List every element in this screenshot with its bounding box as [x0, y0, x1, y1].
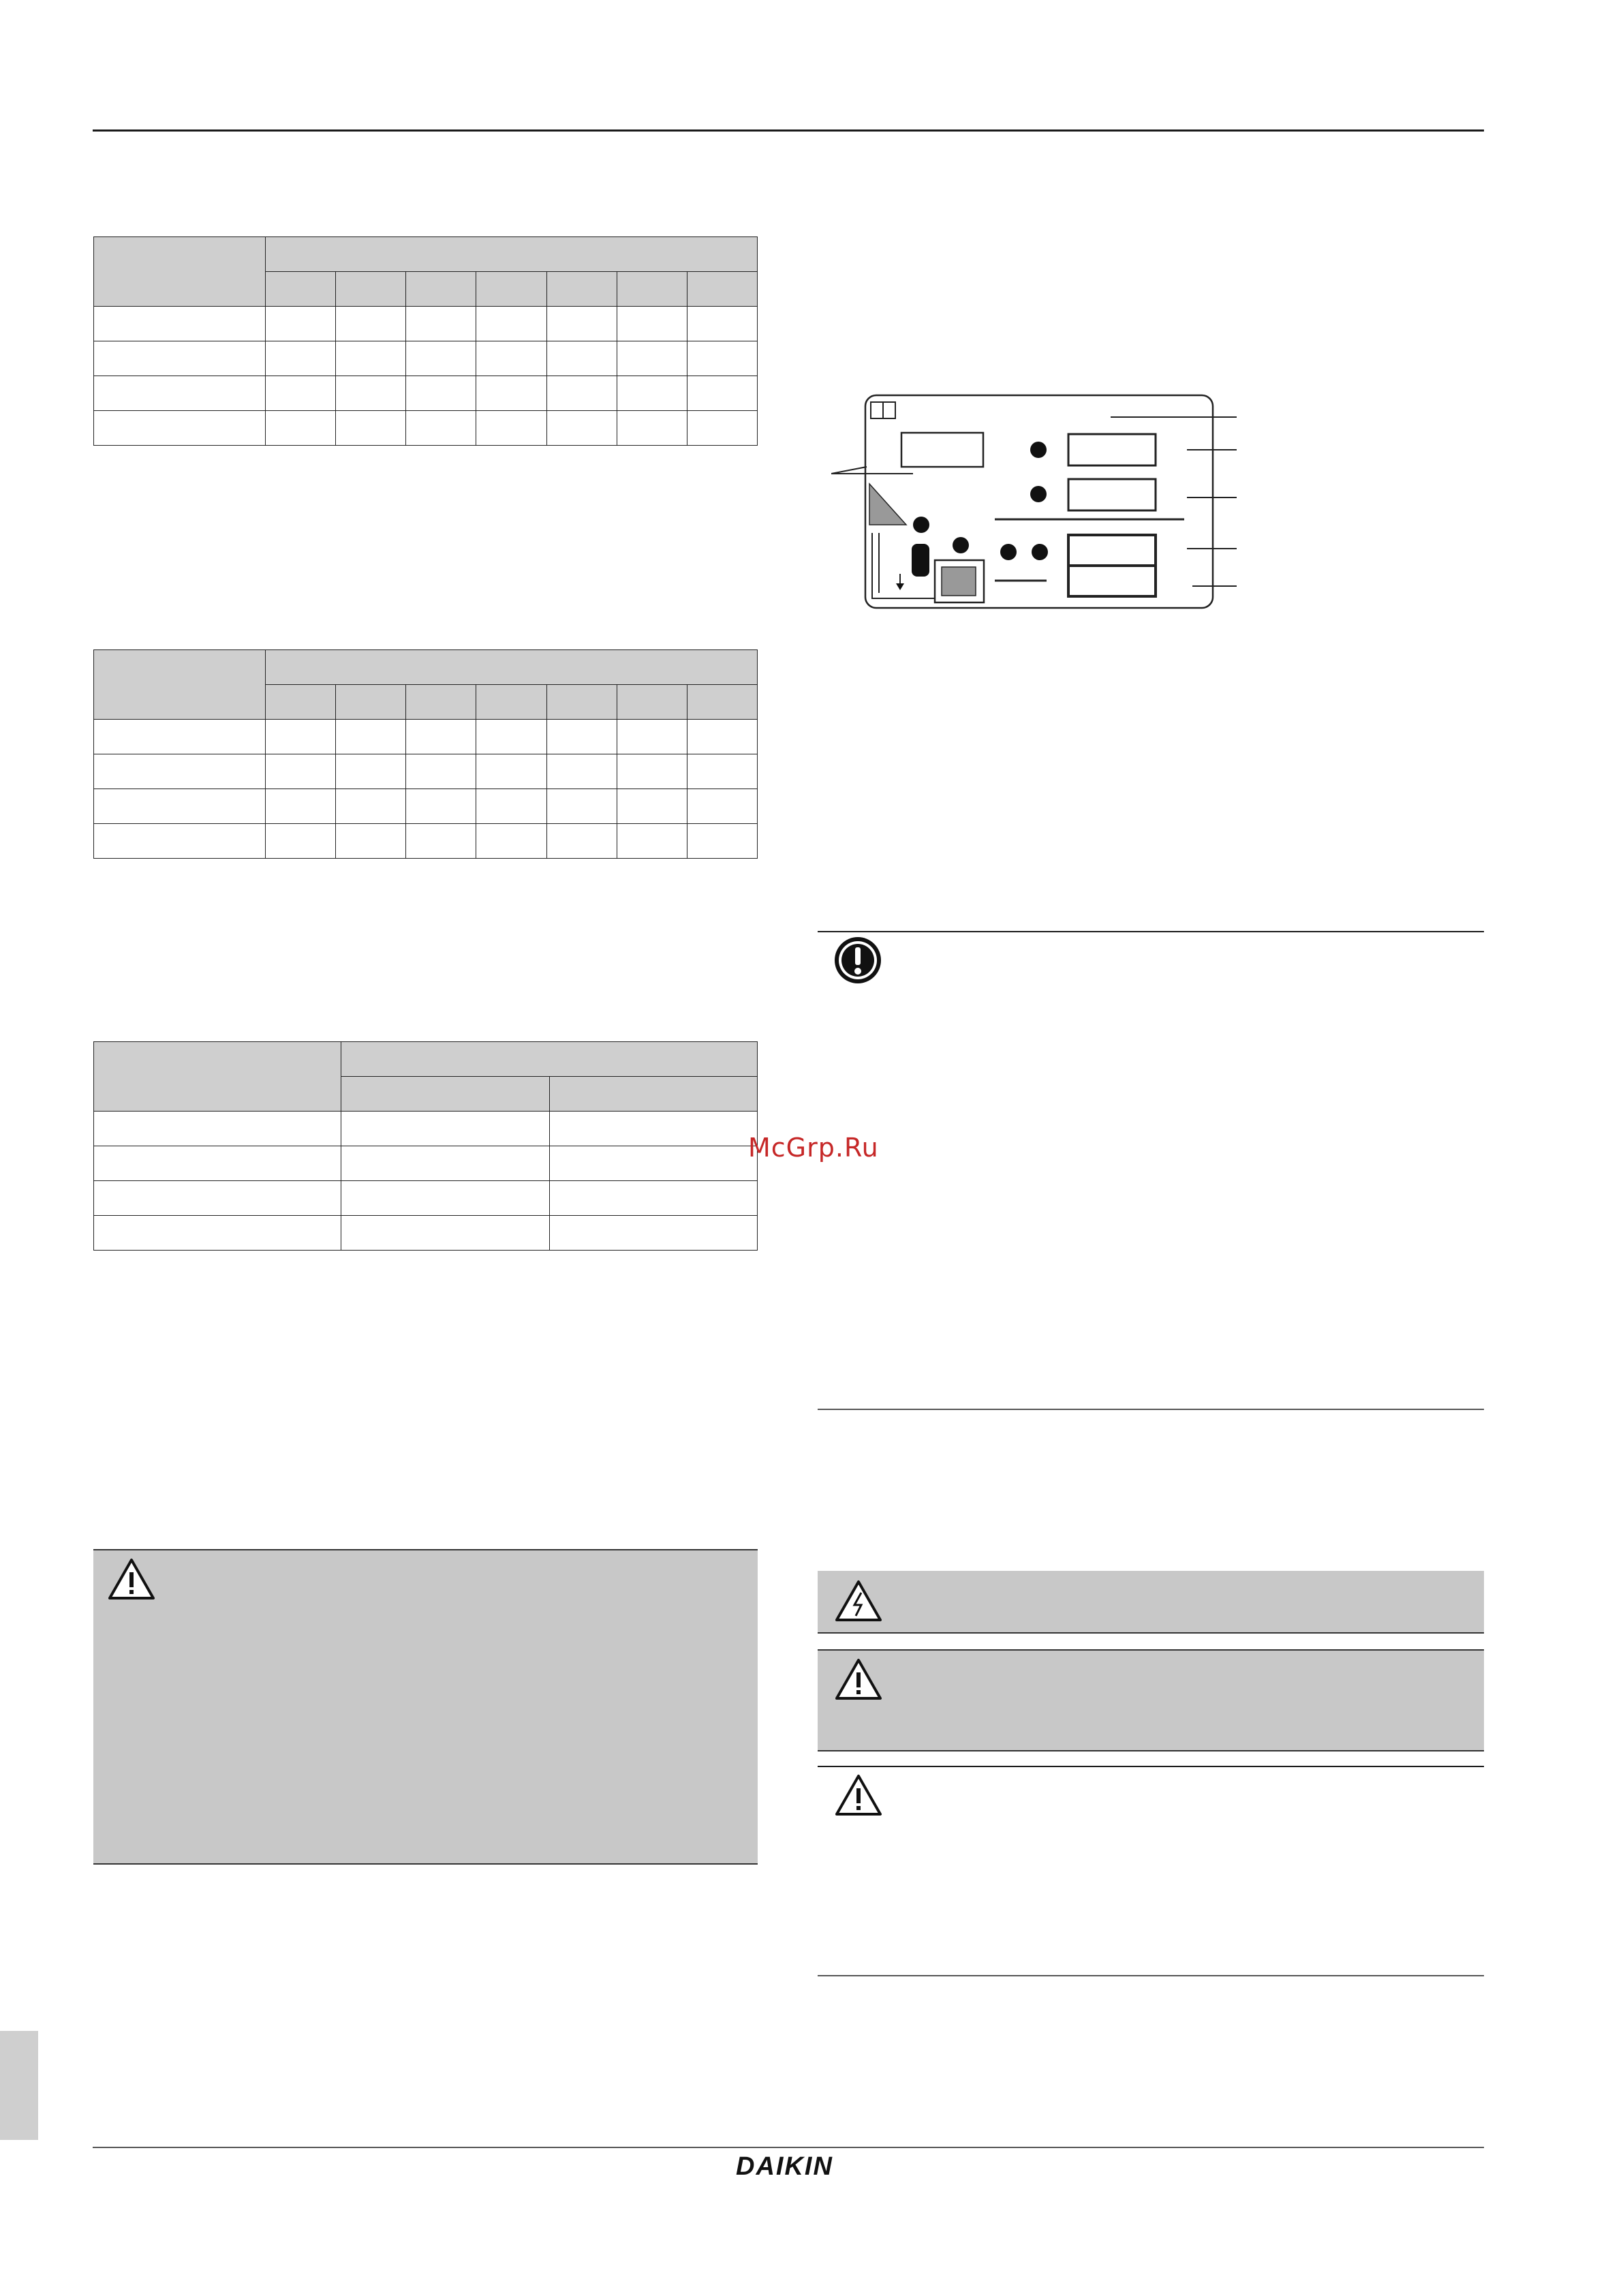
table-header-cell: [266, 650, 758, 685]
refrigerant-label-diagram: [831, 382, 1274, 613]
warning-triangle-icon: [107, 1557, 156, 1601]
warning-triangle-icon: [834, 1773, 883, 1820]
footer-rule: [93, 2147, 1484, 2148]
table-row: [94, 1181, 758, 1216]
table-row: [94, 754, 758, 789]
table-row: [94, 650, 758, 685]
table-row: [94, 824, 758, 859]
table-header-cell: [546, 272, 617, 307]
note-bottom-rule: [818, 1409, 1484, 1410]
table-header-cell: [476, 272, 546, 307]
table-header-cell: [94, 1042, 341, 1112]
warning-triangle-icon: [834, 1657, 883, 1704]
table-header-cell: [336, 272, 406, 307]
caution-3-bottom-rule: [818, 1975, 1484, 1976]
table-header-cell: [687, 272, 757, 307]
table-row: [94, 1112, 758, 1146]
caution-box-2: [818, 1649, 1484, 1751]
caution-3-top-rule: [818, 1766, 1484, 1767]
side-tab: [0, 2031, 38, 2140]
note-top-rule: [818, 931, 1484, 932]
table-header-cell: [266, 272, 336, 307]
table-row: [94, 341, 758, 376]
exclamation-circle-icon: [833, 935, 883, 985]
table-row: [94, 789, 758, 824]
watermark-text: McGrp.Ru: [748, 1133, 879, 1163]
table-header-cell: [406, 272, 476, 307]
table-row: [94, 237, 758, 272]
table-row: [94, 411, 758, 446]
electric-warning-box: [818, 1571, 1484, 1634]
table-row: [94, 1216, 758, 1251]
table-row: [94, 1042, 758, 1077]
table-row: [94, 376, 758, 411]
electric-warning-icon: [834, 1579, 883, 1626]
table-row: [94, 1146, 758, 1181]
table-header-cell: [94, 650, 266, 720]
table-row: [94, 720, 758, 754]
table-3: [93, 1041, 758, 1251]
table-2: [93, 649, 758, 859]
table-header-cell: [266, 237, 758, 272]
table-row: [94, 307, 758, 341]
table-header-cell: [341, 1042, 758, 1077]
table-header-cell: [617, 272, 687, 307]
brand-logo: DAIKIN: [736, 2152, 833, 2181]
header-rule: [93, 129, 1484, 132]
caution-box: [93, 1549, 758, 1865]
table-1: [93, 236, 758, 446]
table-header-cell: [94, 237, 266, 307]
